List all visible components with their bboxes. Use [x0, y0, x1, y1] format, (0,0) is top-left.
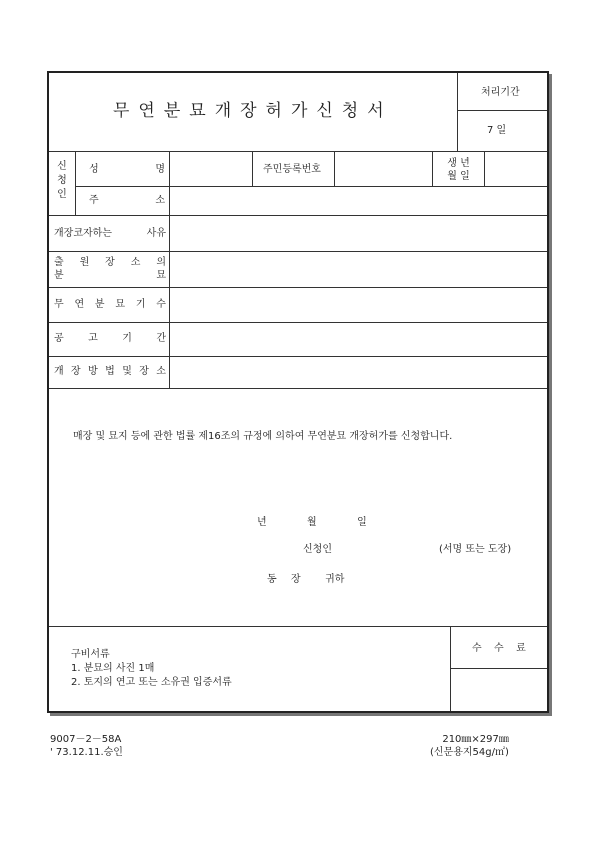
approval-date: ' 73.12.11.승인 — [50, 747, 123, 758]
form-number: 9007－2－58A — [50, 734, 122, 745]
addressee: 동 장 귀하 — [267, 574, 345, 585]
form-title: 무연분묘개장허가신청서 — [113, 101, 393, 121]
form-number-block — [50, 733, 123, 759]
reason-label: 개장코자하는 사유 — [54, 228, 166, 239]
paper-spec-block — [430, 733, 509, 759]
applicant-label: 신 청 인 — [57, 161, 67, 200]
date-line: 년 월 일 — [257, 517, 367, 528]
fee-label: 수 수 료 — [472, 643, 526, 654]
grave-count-label: 무 연 분 묘 기 수 — [54, 299, 166, 310]
sign-note: (서명 또는 도장) — [439, 544, 512, 555]
method-place-label: 개 장 방 법 및 장 소 — [54, 366, 166, 377]
required-docs-title: 구비서류 — [71, 649, 110, 660]
applicant-sign-label: 신청인 — [303, 544, 332, 555]
grave-location-label: 출 원 장 소 의 분 묘 — [54, 257, 166, 281]
required-doc-item: 2. 토지의 연고 또는 소유권 입증서류 — [71, 677, 232, 688]
processing-period-value: 7 일 — [487, 125, 507, 136]
paper-size: 210㎜×297㎜ — [442, 734, 509, 745]
birth-date-label: 생 년 월 일 — [447, 158, 470, 182]
paper-type: (신문용지54g/㎡) — [430, 747, 509, 758]
required-doc-item: 1. 분묘의 사진 1매 — [71, 663, 155, 674]
resident-number-label: 주민등록번호 — [263, 164, 321, 175]
name-label: 성 명 — [89, 164, 165, 175]
application-form — [47, 71, 549, 713]
address-label: 주 소 — [89, 195, 165, 206]
processing-period-label: 처리기간 — [481, 87, 520, 98]
application-statement: 매장 및 묘지 등에 관한 법률 제16조의 규정에 의하여 무연분묘 개장허가를 신청합니다. — [73, 431, 453, 442]
notice-period-label: 공 고 기 간 — [54, 333, 166, 344]
required-docs — [71, 648, 232, 690]
